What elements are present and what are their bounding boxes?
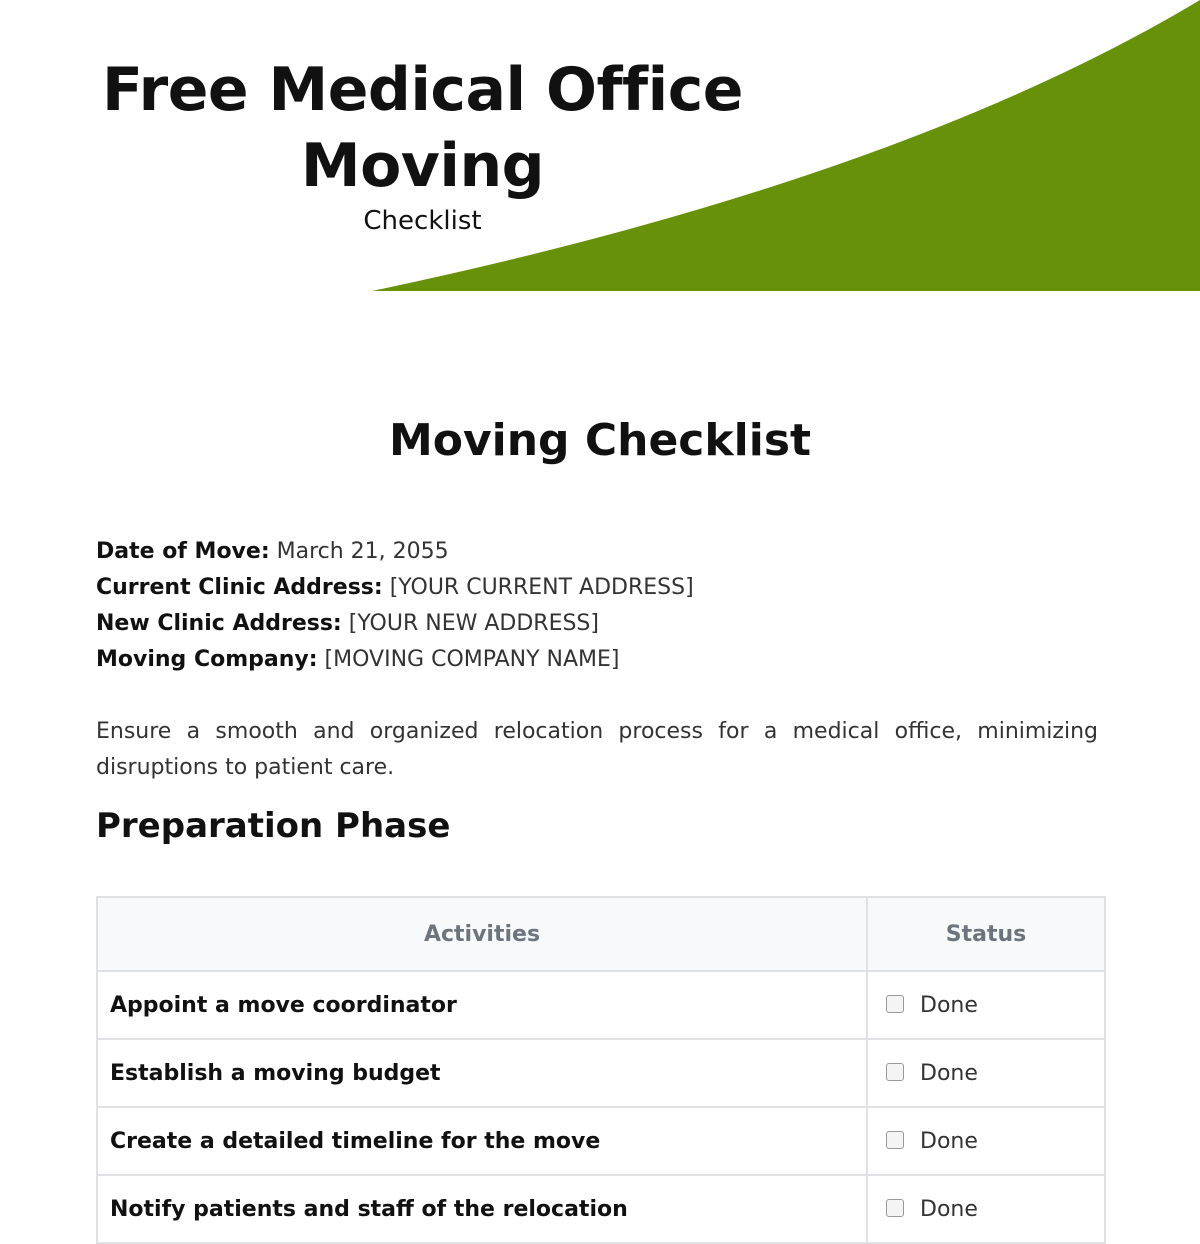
status-label: Done <box>920 1128 978 1154</box>
table-row <box>97 1039 1105 1107</box>
done-checkbox[interactable] <box>886 1131 904 1149</box>
table-header-row <box>97 897 1105 971</box>
status-cell <box>867 1107 1105 1175</box>
detail-label: New Clinic Address: <box>96 611 342 636</box>
status-label: Done <box>920 1060 978 1086</box>
done-checkbox[interactable] <box>886 1063 904 1081</box>
detail-value: [YOUR NEW ADDRESS] <box>348 611 599 636</box>
status-cell <box>867 971 1105 1039</box>
subtitle: Checklist <box>363 206 482 236</box>
main-title: Free Medical Office Moving <box>102 55 743 201</box>
detail-label: Current Clinic Address: <box>96 575 383 600</box>
detail-moving-company <box>96 642 1106 678</box>
status-label: Done <box>920 992 978 1018</box>
activity-cell: Notify patients and staff of the relocation <box>97 1175 867 1243</box>
detail-label: Date of Move: <box>96 539 270 564</box>
detail-current-address <box>96 570 1106 606</box>
intro-paragraph: Ensure a smooth and organized relocation process for a medical office, minimizing disruptions to patient care. <box>96 719 1098 780</box>
detail-label: Moving Company: <box>96 647 318 672</box>
column-header-status: Status <box>867 897 1105 971</box>
activity-cell: Create a detailed timeline for the move <box>97 1107 867 1175</box>
column-header-activities: Activities <box>97 897 867 971</box>
activity-cell: Appoint a move coordinator <box>97 971 867 1039</box>
status-cell <box>867 1175 1105 1243</box>
table-row <box>97 1175 1105 1243</box>
detail-new-address <box>96 606 1106 642</box>
section-title: Preparation Phase <box>96 806 451 846</box>
done-checkbox[interactable] <box>886 995 904 1013</box>
document-heading: Moving Checklist <box>388 415 812 466</box>
detail-value: [MOVING COMPANY NAME] <box>324 647 620 672</box>
detail-value: [YOUR CURRENT ADDRESS] <box>389 575 694 600</box>
detail-date-of-move <box>96 534 1106 570</box>
table-row <box>97 1107 1105 1175</box>
status-label: Done <box>920 1196 978 1222</box>
table-row <box>97 971 1105 1039</box>
checklist-table <box>96 896 1106 1244</box>
done-checkbox[interactable] <box>886 1199 904 1217</box>
status-cell <box>867 1039 1105 1107</box>
detail-value: March 21, 2055 <box>276 539 449 564</box>
move-details <box>96 534 1106 678</box>
activity-cell: Establish a moving budget <box>97 1039 867 1107</box>
title-block <box>80 52 765 236</box>
